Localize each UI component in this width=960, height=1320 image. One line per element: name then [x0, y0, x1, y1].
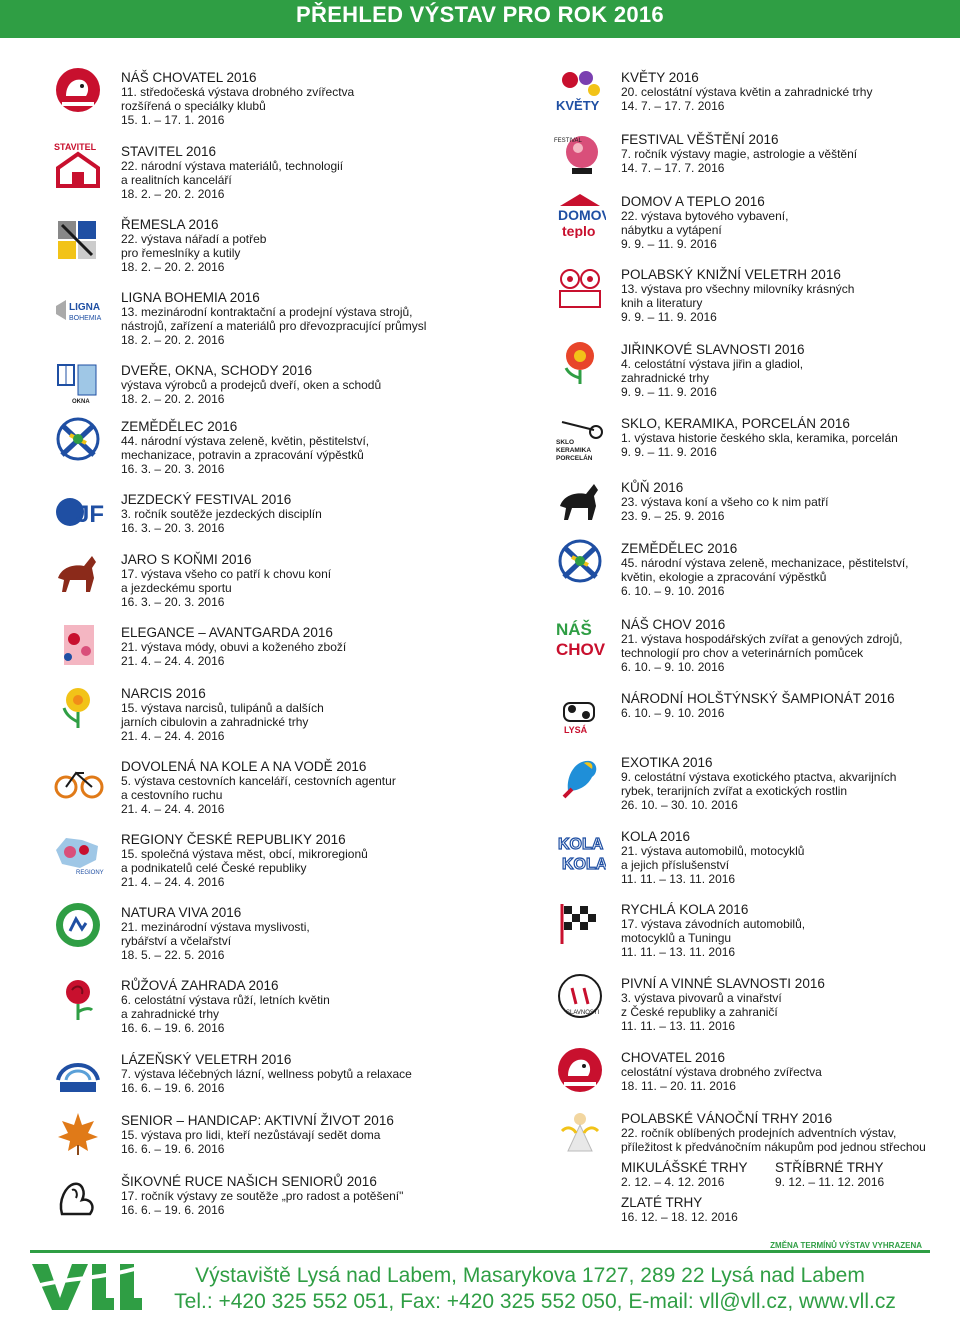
exhibition-detail: 22. národní výstava materiálů, technologií — [121, 159, 344, 173]
exhibition-detail: 1. výstava historie českého skla, keramika, porcelán — [621, 431, 898, 445]
exhibition-detail: 22. výstava nářadí a potřeb — [121, 232, 267, 246]
svg-text:KOLA: KOLA — [558, 836, 604, 853]
exhibition-entry — [121, 686, 324, 743]
exhibition-detail: 26. 10. – 30. 10. 2016 — [621, 798, 738, 812]
tools-icon — [52, 213, 104, 261]
exhibition-detail: 11. 11. – 13. 11. 2016 — [621, 945, 736, 959]
exhibition-detail: 6. 10. – 9. 10. 2016 — [621, 660, 725, 674]
kvety-flowers-icon — [554, 66, 606, 114]
kola-logo-icon — [554, 825, 606, 873]
exhibition-detail: 4. celostátní výstava jiřin a gladiol, — [621, 357, 804, 371]
svg-text:FESTIVAL: FESTIVAL — [554, 138, 582, 144]
exhibition-entry — [121, 1052, 412, 1095]
exhibition-detail: a podnikatelů celé České republiky — [121, 861, 307, 875]
exhibition-detail: a cestovního ruchu — [121, 788, 223, 802]
exhibition-title: DOMOV A TEPLO 2016 — [621, 194, 765, 209]
wheat-knot-icon — [554, 537, 606, 585]
svg-text:LIGNA: LIGNA — [69, 302, 101, 313]
exhibition-title: POLABSKÝ KNIŽNÍ VELETRH 2016 — [621, 267, 841, 282]
exhibition-entry — [621, 480, 828, 523]
sub-title: STŘÍBRNÉ TRHY — [775, 1160, 884, 1175]
exhibition-title: STAVITEL 2016 — [121, 144, 217, 159]
svg-text:KOLA: KOLA — [562, 856, 606, 873]
svg-text:OKNA: OKNA — [72, 399, 90, 405]
exhibition-detail: 7. výstava léčebných lázní, wellness pobytů a relaxace — [121, 1067, 412, 1081]
footer-contact: Tel.: +420 325 552 051, Fax: +420 325 552 050, E-mail: vll@vll.cz, www.vll.cz — [174, 1290, 896, 1313]
exhibition-title: EXOTIKA 2016 — [621, 755, 713, 770]
page-title: PŘEHLED VÝSTAV PRO ROK 2016 — [296, 2, 664, 27]
svg-text:KERAMIKA: KERAMIKA — [556, 447, 592, 454]
beer-wine-badge-icon — [554, 972, 606, 1020]
vll-logo-icon — [30, 1258, 145, 1314]
svg-text:REGIONY: REGIONY — [76, 870, 104, 876]
dahlia-icon — [554, 338, 606, 386]
svg-text:LYSÁ: LYSÁ — [564, 725, 588, 735]
xmas-sub-mikulasske — [621, 1160, 748, 1189]
exhibition-detail: technologií pro chov a veterinárních pomůcek — [621, 646, 864, 660]
exhibition-detail: 16. 3. – 20. 3. 2016 — [121, 462, 225, 476]
nas-chov-logo-icon — [554, 613, 606, 661]
exhibition-entry — [621, 342, 805, 399]
exhibition-detail: 18. 5. – 22. 5. 2016 — [121, 948, 225, 962]
exhibition-entry — [121, 419, 369, 476]
exhibition-title: NÁRODNÍ HOLŠTÝNSKÝ ŠAMPIONÁT 2016 — [621, 691, 895, 706]
exhibition-entry — [621, 541, 909, 598]
sub-title: MIKULÁŠSKÉ TRHY — [621, 1160, 748, 1175]
exhibition-detail: výstava výrobců a prodejců dveří, oken a schodů — [121, 378, 382, 392]
exhibition-entry — [121, 217, 266, 274]
exhibition-entry — [121, 978, 330, 1035]
owl-book-icon — [554, 263, 606, 311]
sub-date: 16. 12. – 18. 12. 2016 — [621, 1210, 738, 1224]
exhibition-detail: 9. 9. – 11. 9. 2016 — [621, 237, 717, 251]
exhibition-detail: 18. 2. – 20. 2. 2016 — [121, 333, 225, 347]
exhibition-title: LÁZEŇSKÝ VELETRH 2016 — [121, 1052, 292, 1067]
exhibition-entry — [121, 832, 368, 889]
sub-date: 2. 12. – 4. 12. 2016 — [621, 1175, 725, 1189]
svg-text:CHOV: CHOV — [556, 640, 606, 659]
exhibition-detail: 13. mezinárodní kontraktační a prodejní výstava strojů, — [121, 305, 413, 319]
bicycle-icon — [52, 755, 104, 803]
exhibition-entry — [621, 902, 805, 959]
wheat-knot-icon — [52, 415, 104, 463]
exhibition-detail: celostátní výstava drobného zvířectva — [621, 1065, 822, 1079]
exhibition-entry — [621, 70, 872, 113]
stavitel-house-icon — [52, 140, 104, 188]
exhibition-detail: nástrojů, zařízení a materiálů pro dřevozpracující průmysl — [121, 319, 427, 333]
exhibition-detail: 17. výstava závodních automobilů, — [621, 917, 806, 931]
exhibition-detail: 11. 11. – 13. 11. 2016 — [621, 1019, 736, 1033]
exhibition-title: RŮŽOVÁ ZAHRADA 2016 — [121, 978, 279, 993]
exhibition-title: NÁŠ CHOVATEL 2016 — [121, 70, 257, 85]
exhibition-detail: 21. 4. – 24. 4. 2016 — [121, 875, 225, 889]
exhibition-title: KVĚTY 2016 — [621, 70, 699, 85]
exhibition-detail: 17. výstava všeho co patří k chovu koní — [121, 567, 332, 581]
exhibition-detail: 15. 1. – 17. 1. 2016 — [121, 113, 225, 127]
exhibition-title: FESTIVAL VĚŠTĚNÍ 2016 — [621, 132, 779, 147]
exhibition-title: ŘEMESLA 2016 — [121, 217, 219, 232]
exhibition-detail: 18. 2. – 20. 2. 2016 — [121, 187, 225, 201]
narcissus-icon — [52, 682, 104, 730]
exhibition-detail: 13. výstava pro všechny milovníky krásných — [621, 282, 855, 296]
exhibition-detail: zahradnické trhy — [621, 371, 710, 385]
crystal-ball-icon — [554, 128, 606, 176]
svg-text:DOMOV: DOMOV — [558, 207, 606, 223]
exhibition-detail: 21. 4. – 24. 4. 2016 — [121, 729, 225, 743]
exhibition-entry — [121, 363, 381, 406]
exhibition-detail: 18. 11. – 20. 11. 2016 — [621, 1079, 736, 1093]
exhibition-detail: rybek, terarijních zvířat a exotických rostlin — [621, 784, 848, 798]
exhibition-title: DVEŘE, OKNA, SCHODY 2016 — [121, 363, 313, 378]
svg-text:STAVITEL: STAVITEL — [54, 142, 97, 152]
exhibition-detail: 20. celostátní výstava květin a zahradnické trhy — [621, 85, 873, 99]
exhibition-detail: 14. 7. – 17. 7. 2016 — [621, 99, 725, 113]
exhibition-title: PIVNÍ A VINNÉ SLAVNOSTI 2016 — [621, 976, 825, 991]
exhibition-detail: motocyklů a Tuningu — [621, 931, 732, 945]
exhibition-entry — [621, 617, 902, 674]
exhibition-title: RYCHLÁ KOLA 2016 — [621, 902, 749, 917]
svg-text:SKLO: SKLO — [556, 439, 575, 446]
exhibition-detail: a jezdeckému sportu — [121, 581, 232, 595]
rooster-logo-icon — [52, 66, 104, 114]
exhibition-detail: 21. 4. – 24. 4. 2016 — [121, 802, 225, 816]
exhibition-title: KŮŇ 2016 — [621, 480, 684, 495]
exhibition-detail: 15. výstava narcisů, tulipánů a dalších — [121, 701, 324, 715]
sub-title: ZLATÉ TRHY — [621, 1195, 703, 1210]
christmas-angel-icon — [554, 1107, 606, 1155]
exhibition-title: NATURA VIVA 2016 — [121, 905, 242, 920]
exhibition-entry — [621, 1111, 926, 1154]
svg-text:teplo: teplo — [562, 223, 596, 238]
exhibition-title: REGIONY ČESKÉ REPUBLIKY 2016 — [121, 832, 346, 847]
svg-text:NÁŠ: NÁŠ — [556, 620, 592, 639]
exhibition-entry — [621, 416, 898, 459]
exhibition-detail: a jejich příslušenství — [621, 858, 730, 872]
svg-text:KVĚTY: KVĚTY — [556, 98, 600, 113]
rooster-logo-icon — [554, 1046, 606, 1094]
exhibition-detail: 23. výstava koní a všeho co k nim patří — [621, 495, 829, 509]
exhibition-entry — [621, 829, 804, 886]
horse-silhouette-icon — [554, 476, 606, 524]
exhibition-detail: 18. 2. – 20. 2. 2016 — [121, 392, 225, 406]
exhibition-title: SKLO, KERAMIKA, PORCELÁN 2016 — [621, 416, 850, 431]
exhibition-detail: 22. ročník oblíbených prodejních adventních výstav, — [621, 1126, 897, 1140]
exhibition-detail: 15. výstava pro lidi, kteří nezůstávají sedět doma — [121, 1128, 381, 1142]
xmas-sub-zlate — [621, 1195, 738, 1224]
exhibition-title: JEZDECKÝ FESTIVAL 2016 — [121, 492, 292, 507]
exhibition-detail: 9. 9. – 11. 9. 2016 — [621, 445, 717, 459]
exhibition-detail: 21. výstava automobilů, motocyklů — [621, 844, 805, 858]
exhibition-detail: 9. 9. – 11. 9. 2016 — [621, 385, 717, 399]
exhibition-detail: 44. národní výstava zeleně, květin, pěstitelství, — [121, 434, 370, 448]
exhibition-detail: 22. výstava bytového vybavení, — [621, 209, 789, 223]
exhibition-entry — [121, 552, 331, 609]
exhibition-detail: 6. 10. – 9. 10. 2016 — [621, 706, 725, 720]
footer-address: Výstaviště Lysá nad Labem, Masarykova 1727, 289 22 Lysá nad Labem — [195, 1264, 865, 1287]
exhibition-entry — [121, 625, 346, 668]
spa-fountain-icon — [52, 1048, 104, 1096]
exhibition-entry — [621, 976, 825, 1033]
exhibition-detail: 45. národní výstava zeleně, mechanizace, pěstitelství, — [621, 556, 909, 570]
exhibition-detail: 18. 2. – 20. 2. 2016 — [121, 260, 225, 274]
ligna-logo-icon — [52, 286, 104, 334]
exhibition-detail: příležitost k předvánočním nákupům pod jednou střechou — [621, 1140, 926, 1154]
fashion-icon — [52, 621, 104, 669]
natura-viva-badge-icon — [52, 901, 104, 949]
exhibition-detail: rybářství a včelařství — [121, 934, 232, 948]
exhibition-entry — [621, 194, 788, 251]
exhibition-detail: 5. výstava cestovních kanceláří, cestovních agentur — [121, 774, 396, 788]
exhibition-detail: 6. celostátní výstava růží, letních květin — [121, 993, 330, 1007]
exhibition-entry — [621, 132, 857, 175]
exhibition-title: CHOVATEL 2016 — [621, 1050, 726, 1065]
sub-date: 9. 12. – 11. 12. 2016 — [775, 1175, 885, 1189]
horse-icon — [52, 548, 104, 596]
exhibition-detail: pro řemeslníky a kutily — [121, 246, 241, 260]
exhibition-detail: knih a literatury — [621, 296, 703, 310]
exhibition-title: NARCIS 2016 — [121, 686, 206, 701]
svg-text:PORCELÁN: PORCELÁN — [556, 455, 593, 460]
exhibition-entry — [621, 1050, 822, 1093]
exhibition-detail: 11. 11. – 13. 11. 2016 — [621, 872, 736, 886]
checkered-flag-icon — [554, 898, 606, 946]
exhibition-detail: nábytku a vytápení — [621, 223, 722, 237]
exhibition-entry — [121, 1113, 394, 1156]
exhibition-title: NÁŠ CHOV 2016 — [621, 617, 726, 632]
parrot-icon — [554, 751, 606, 799]
exhibition-title: ZEMĚDĚLEC 2016 — [121, 419, 238, 434]
footer-divider — [30, 1250, 930, 1253]
cow-icon — [554, 687, 606, 735]
exhibition-entry — [621, 755, 896, 812]
exhibition-detail: a zahradnické trhy — [121, 1007, 220, 1021]
exhibition-detail: 21. mezinárodní výstava myslivosti, — [121, 920, 310, 934]
exhibition-entry — [621, 267, 854, 324]
exhibition-entry — [121, 290, 426, 347]
exhibition-entry — [621, 691, 895, 720]
exhibition-detail: 16. 6. – 19. 6. 2016 — [121, 1021, 225, 1035]
glass-ceramics-icon — [554, 412, 606, 460]
exhibition-detail: jarních cibulovin a zahradnické trhy — [121, 715, 309, 729]
maple-leaf-icon — [52, 1109, 104, 1157]
exhibition-entry — [121, 144, 343, 201]
domov-teplo-logo-icon — [554, 190, 606, 238]
exhibition-title: LIGNA BOHEMIA 2016 — [121, 290, 260, 305]
exhibition-title: SENIOR – HANDICAP: AKTIVNÍ ŽIVOT 2016 — [121, 1113, 394, 1128]
jf-horse-logo-icon — [52, 488, 104, 536]
exhibition-title: ZEMĚDĚLEC 2016 — [621, 541, 738, 556]
exhibition-detail: 17. ročník výstavy ze soutěže „pro radost a potěšení" — [121, 1189, 404, 1203]
exhibition-title: KOLA 2016 — [621, 829, 691, 844]
exhibition-detail: 9. celostátní výstava exotického ptactva, akvarijních — [621, 770, 897, 784]
exhibition-detail: 21. výstava hospodářských zvířat a genových zdrojů, — [621, 632, 903, 646]
exhibition-title: JIŘINKOVÉ SLAVNOSTI 2016 — [621, 342, 805, 357]
xmas-sub-stribrne — [775, 1160, 884, 1189]
exhibition-title: DOVOLENÁ NA KOLE A NA VODĚ 2016 — [121, 759, 367, 774]
exhibition-detail: 16. 6. – 19. 6. 2016 — [121, 1081, 225, 1095]
exhibition-detail: mechanizace, potravin a zpracování výpěstků — [121, 448, 364, 462]
exhibition-detail: 21. výstava módy, obuvi a koženého zboží — [121, 640, 347, 654]
exhibition-detail: z České republiky a zahraničí — [621, 1005, 778, 1019]
exhibition-title: ELEGANCE – AVANTGARDA 2016 — [121, 625, 333, 640]
exhibition-entry — [121, 759, 396, 816]
exhibition-detail: květin, ekologie a zpracování výpěstků — [621, 570, 827, 584]
exhibition-detail: 11. středočeská výstava drobného zvířectva — [121, 85, 355, 99]
schedule-change-notice: ZMĚNA TERMÍNŮ VÝSTAV VYHRAZENA — [770, 1241, 922, 1250]
exhibition-detail: 14. 7. – 17. 7. 2016 — [621, 161, 725, 175]
exhibition-detail: 9. 9. – 11. 9. 2016 — [621, 310, 717, 324]
exhibition-entry — [121, 70, 354, 127]
exhibition-detail: 23. 9. – 25. 9. 2016 — [621, 509, 725, 523]
exhibition-detail: 16. 3. – 20. 3. 2016 — [121, 521, 225, 535]
door-window-icon — [52, 359, 104, 407]
svg-text:BOHEMIA: BOHEMIA — [69, 315, 102, 322]
rose-icon — [52, 974, 104, 1022]
svg-text:SLAVNOSTI: SLAVNOSTI — [566, 1010, 600, 1016]
exhibition-entry — [121, 1174, 403, 1217]
exhibition-title: JARO S KOŇMI 2016 — [121, 552, 252, 567]
exhibition-detail: a realitních kanceláří — [121, 173, 232, 187]
exhibition-title: POLABSKÉ VÁNOČNÍ TRHY 2016 — [621, 1111, 833, 1126]
exhibition-entry — [121, 492, 322, 535]
regions-map-icon — [52, 828, 104, 876]
exhibition-detail: 16. 3. – 20. 3. 2016 — [121, 595, 225, 609]
exhibition-entry — [121, 905, 310, 962]
exhibition-detail: 3. ročník soutěže jezdeckých disciplín — [121, 507, 322, 521]
exhibition-detail: 16. 6. – 19. 6. 2016 — [121, 1203, 225, 1217]
exhibition-detail: 7. ročník výstavy magie, astrologie a věštění — [621, 147, 858, 161]
hands-icon — [52, 1170, 104, 1218]
exhibition-detail: 15. společná výstava měst, obcí, mikroregionů — [121, 847, 368, 861]
page-header — [0, 0, 960, 38]
exhibition-detail: rozšířená o speciálky klubů — [121, 99, 266, 113]
exhibition-detail: 6. 10. – 9. 10. 2016 — [621, 584, 725, 598]
exhibition-detail: 16. 6. – 19. 6. 2016 — [121, 1142, 225, 1156]
exhibition-title: ŠIKOVNÉ RUCE NAŠICH SENIORŮ 2016 — [121, 1174, 377, 1189]
svg-text:JF: JF — [76, 501, 104, 528]
exhibition-detail: 3. výstava pivovarů a vinařství — [621, 991, 782, 1005]
exhibition-detail: 21. 4. – 24. 4. 2016 — [121, 654, 225, 668]
